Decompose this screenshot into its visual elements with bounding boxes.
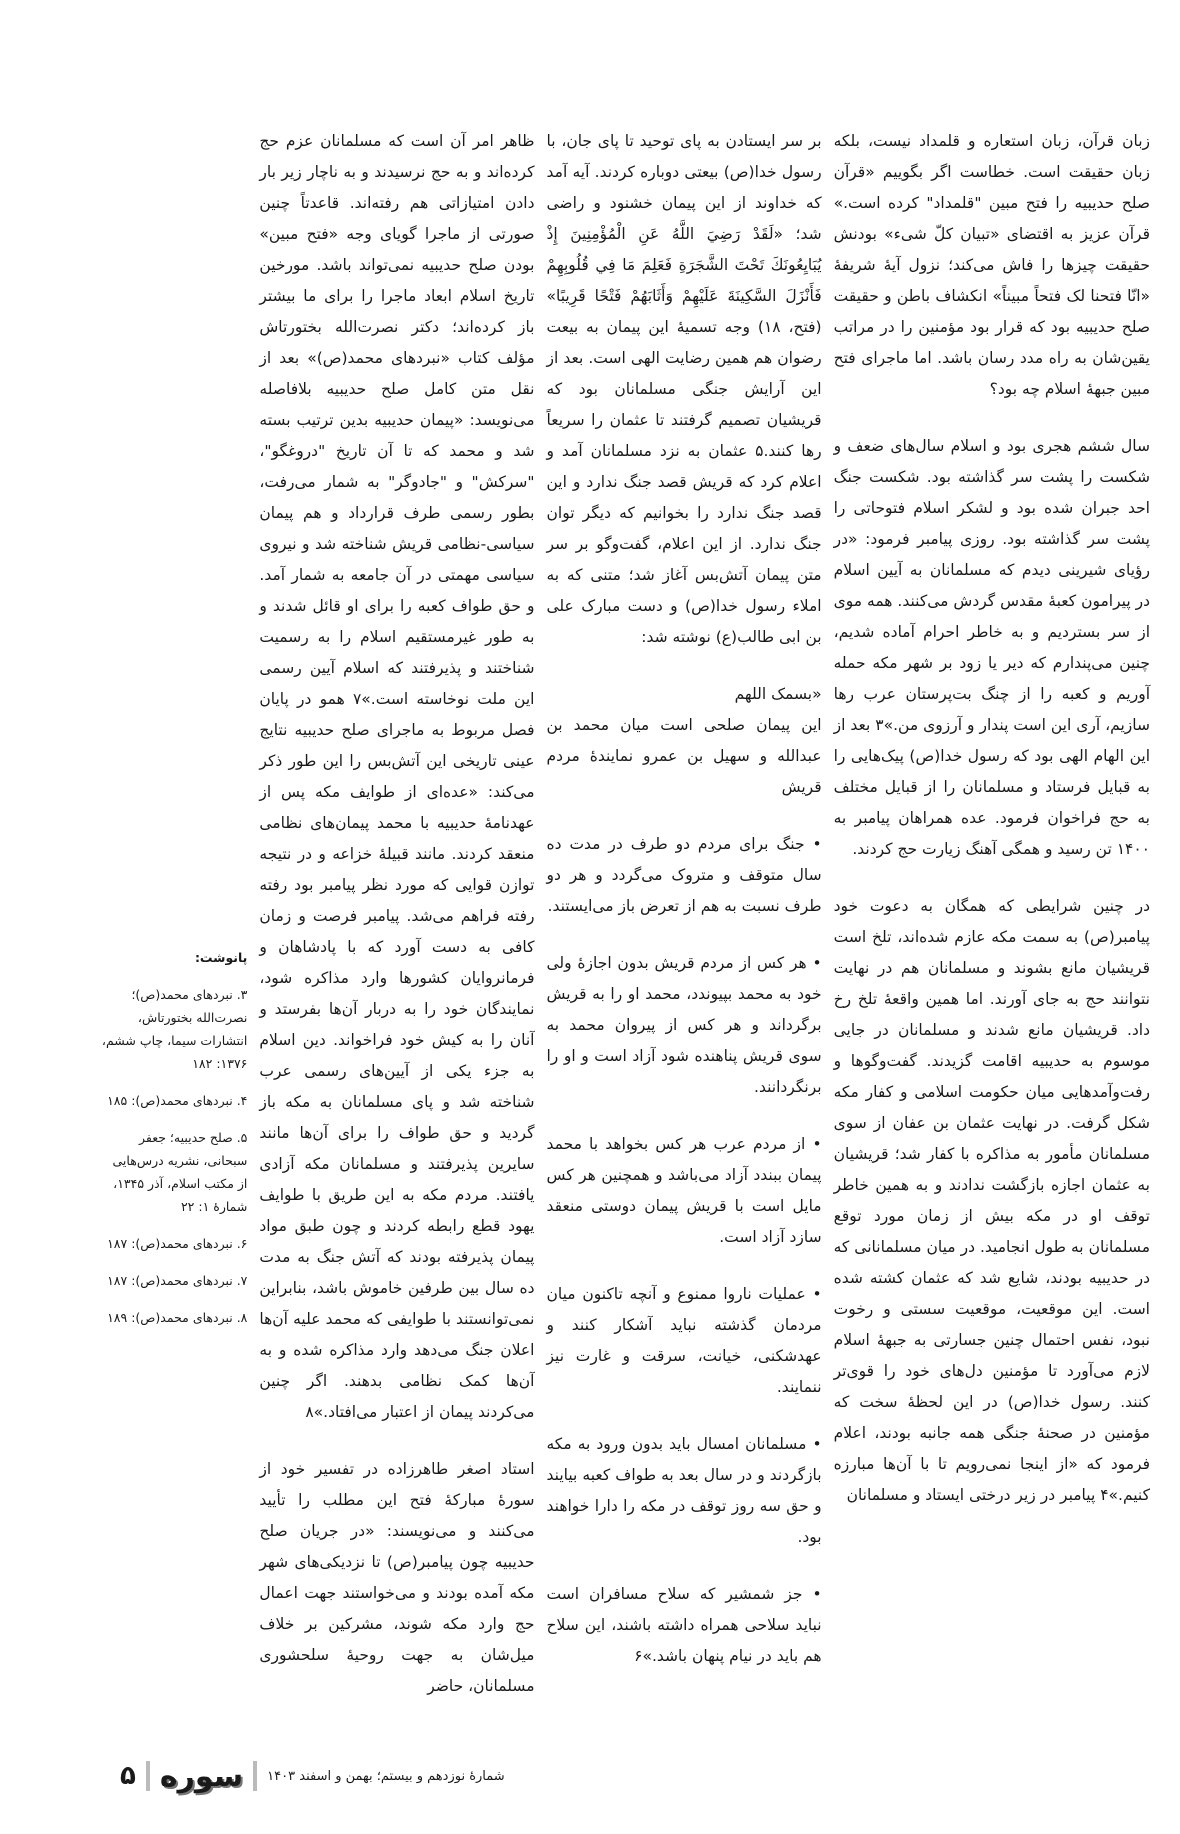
- divider: [253, 1761, 257, 1791]
- treaty-clause: • جنگ برای مردم دو طرف در مدت ده سال متوقف و متروک می‌گردد و هر دو طرف نسبت به هم از تعرض باز می‌ایستند.: [546, 835, 822, 915]
- page-number: ۵: [120, 1761, 136, 1791]
- divider: [146, 1761, 150, 1791]
- paragraph: ظاهر امر آن است که مسلمانان عزم حج کرده‌اند و به حج نرسیدند و به ناچار زیر بار دادن امتیازاتی هم رفته‌اند. قاعدتاً چنین صورتی از ماجرا گویای وجه «فتح مبین» بودن صلح حدیبیه نمی‌تواند باشد. مورخین تاریخ اسلام ابعاد ماجرا را برای ما بیشتر باز کرده‌اند؛ دکتر نصرت‌الله بختورتاش مؤلف کتاب «نبردهای محمد(ص)» بعد از نقل متن کامل صلح حدیبیه بلافاصله می‌نویسد: «پیمان حدیبیه بدین ترتیب بسته شد و محمد که تا آن تاریخ "دروغگو"، "سرکش" و "جادوگر" به شمار می‌رفت، بطور رسمی طرف قرارداد و هم پیمان سیاسی-نظامی قریش شناخته شد و نیروی سیاسی مهمتی در آن جامعه به شمار آمد. و حق طواف کعبه را برای او قائل شدند و به طور غیرمستقیم اسلام را به رسمیت شناختند و پذیرفتند که اسلام آیین رسمی این ملت نوخاسته است.»۷ همو در پایان فصل مربوط به ماجرای صلح حدیبیه نتایج عینی تاریخی این آتش‌بس را این طور ذکر می‌کند: «عده‌ای از طوایف مکه پس از عهدنامهٔ حدیبیه با محمد پیمان‌های نظامی منعقد کردند. مانند قبیلهٔ خزاعه و در نتیجه توازن قوایی که مورد نظر پیامبر بود رفته رفته فراهم می‌شد. پیامبر فرصت و زمان کافی به دست آورد که با پادشاهان و فرمانروایان کشورها وارد مذاکره شود، نمایندگان خود را به دربار آن‌ها بفرستد و آنان را به کیش خود فراخواند. دین اسلام به جزء یکی از آیین‌های رسمی عرب شناخته شد و پای مسلمانان به مکه باز گردید و حق طواف را برای آن‌ها مانند سایرین پذیرفتند و مسلمانان مکه آزادی یافتند. مردم مکه به این طریق با طوایف یهود قطع رابطه کردند و چون طبق مواد پیمان پذیرفته بودند که آتش جنگ به مدت ده سال بین طرفین خاموش باشد، بنابراین نمی‌توانستند با طوایفی که محمد علیه آن‌ها اعلان جنگ می‌دهد وارد مذاکره شده و به آن‌ها کمک نظامی بدهند. اگر چنین می‌کردند پیمان از اعتبار می‌افتاد.»۸: [259, 132, 535, 1421]
- footnote: ۳. نبردهای محمد(ص)؛ نصرت‌الله بختورتاش، انتشارات سیما، چاپ ششم، ۱۳۷۶: ۱۸۲: [101, 987, 248, 1071]
- footnote: ۷. نبردهای محمد(ص): ۱۸۷: [107, 1273, 248, 1288]
- treaty-clause: • هر کس از مردم قریش بدون اجازهٔ ولی خود به محمد بپیوندد، محمد او را به قریش برگرداند و هر کس از پیروان محمد به سوی قریش پناهنده شود آزاد است و او را برنگردانند.: [546, 954, 822, 1096]
- treaty-clause: • جز شمشیر که سلاح مسافران است نباید سلاحی همراه داشته باشند، این سلاح هم باید در نیام پنهان باشد.»۶: [546, 1585, 822, 1665]
- treaty-clause: • از مردم عرب هر کس بخواهد با محمد پیمان ببندد آزاد می‌باشد و همچنین هر کس مایل است با قریش پیمان دوستی منعقد سازد آزاد است.: [546, 1135, 822, 1246]
- treaty-clause: • مسلمانان امسال باید بدون ورود به مکه بازگردند و در سال بعد به طواف کعبه بیایند و حق سه روز توقف در مکه را دارا خواهند بود.: [546, 1435, 822, 1546]
- column-left: [259, 126, 534, 1728]
- footnote: ۶. نبردهای محمد(ص): ۱۸۷: [107, 1236, 248, 1251]
- paragraph: بر سر ایستادن به پای توحید تا پای جان، با رسول خدا(ص) بیعتی دوباره کردند. آیه آمد که خداوند از این پیمان خشنود و راضی شد؛ «لَقَدْ رَضِيَ اللَّهُ عَنِ الْمُؤْمِنِينَ إِذْ يُبَايِعُونَكَ تَحْتَ الشَّجَرَةِ فَعَلِمَ مَا فِي قُلُوبِهِمْ فَأَنْزَلَ السَّكِينَةَ عَلَيْهِمْ وَأَثَابَهُمْ فَتْحًا قَرِيبًا» (فتح، ۱۸) وجه تسمیهٔ این پیمان به بیعت رضوان هم همین رضایت الهی است. بعد از این آرایش جنگی مسلمانان بود که قریشیان تصمیم گرفتند تا عثمان را سریعاً رها کنند.۵ عثمان به نزد مسلمانان آمد و اعلام کرد که قریش قصد جنگ ندارد و این قصد جنگ ندارد را بخوانیم که دیگر توان جنگ ندارد. از این اعلام، گفت‌وگو بر سر متن پیمان آتش‌بس آغاز شد؛ متنی که به املاء رسول خدا(ص) و دست مبارک علی بن ابی طالب(ع) نوشته شد:: [546, 132, 822, 646]
- paragraph: استاد اصغر طاهرزاده در تفسیر خود از سورهٔ مبارکهٔ فتح این مطلب را تأیید می‌کنند و می‌نویسند: «در جریان صلح حدیبیه چون پیامبر(ص) تا نزدیکی‌های شهر مکه آمده بودند و می‌خواستند جهت اعمال حج وارد مکه شوند، مشرکین بر خلاف میل‌شان به جهت روحیهٔ سلحشوری مسلمانان، حاضر: [259, 1460, 535, 1695]
- column-right: [834, 126, 1150, 1537]
- magazine-logo: سوره: [159, 1758, 244, 1794]
- paragraph: سال ششم هجری بود و اسلام سال‌های ضعف و شکست را پشت سر گذاشته بود. شکست جنگ احد جبران شده بود و لشکر اسلام فتوحاتی را پشت سر گذاشته بود. روزی پیامبر فرمود: «در رؤیای شیرینی دیدم که مسلمانان به آیین اسلام در پیرامون کعبهٔ مقدس گردش می‌کنند. همه موی از سر بستردیم و به خاطر احرام آماده شدیم، چنین می‌پندارم که دیر یا زود بر شهر مکه حمله آوریم و کعبه را از چنگ بت‌پرستان عرب رها سازیم، آری این است پندار و آرزوی من.»۳ بعد از این الهام الهی بود که رسول خدا(ص) پیک‌هایی را به قبایل فرستاد و مسلمانان را از قبایل مختلف به حج فراخوان فرمود. عده همراهان پیامبر به ۱۴۰۰ تن رسید و همگی آهنگ زیارت حج کردند.: [833, 437, 1150, 858]
- footnote: ۸. نبردهای محمد(ص): ۱۸۹: [107, 1310, 248, 1325]
- treaty-heading: «بسمک اللهم: [734, 685, 822, 703]
- footnotes-heading: پانوشت:: [194, 950, 248, 965]
- footnote: ۵. صلح حدیبیه؛ جعفر سبحانی، نشریه درس‌هایی از مکتب اسلام، آذر ۱۳۴۵، شمارهٔ ۱: ۲۲: [112, 1130, 248, 1214]
- treaty-clause: • عملیات ناروا ممنوع و آنچه تاکنون میان مردمان گذشته نباید آشکار کنند و عهدشکنی، خیانت، سرقت و غارت نیز ننمایند.: [546, 1285, 822, 1396]
- page-footer: [120, 1758, 1180, 1794]
- column-middle: [547, 126, 822, 1698]
- paragraph: زبان قرآن، زبان استعاره و قلمداد نیست، بلکه زبان حقیقت است. خطاست اگر بگوییم «قرآن صلح حدیبیه را فتح مبین "قلمداد" کرده است.» قرآن عزیز به اقتضای «تبیان کلّ شیء» بودنش حقیقت چیزها را فاش می‌کند؛ نزول آیهٔ شریفهٔ «انّا فتحنا لک فتحاً مبیناً» انکشاف باطن و حقیقت صلح حدیبیه بود که قرار بود مؤمنین را در مراتب یقین‌شان به راه مدد رسان باشد. اما ماجرای فتح مبین جبههٔ اسلام چه بود؟: [833, 132, 1150, 398]
- footnote: ۴. نبردهای محمد(ص): ۱۸۵: [107, 1093, 248, 1108]
- paragraph: این پیمان صلحی است میان محمد بن عبدالله و سهیل بن عمرو نمایندهٔ مردم قریش: [546, 716, 822, 796]
- paragraph: در چنین شرایطی که همگان به دعوت خود پیامبر(ص) به سمت مکه عازم شده‌اند، تلخ است قریشیان مانع بشوند و مسلمانان هم در نهایت نتوانند حج به جای آورند. اما همین واقعهٔ تلخ رخ داد. قریشیان مانع شدند و مسلمانان در جایی موسوم به حدیبیه اقامت گزیدند. گفت‌وگوها و رفت‌وآمدهایی میان حکومت اسلامی و کفار مکه شکل گرفت. در نهایت عثمان بن عفان از سوی مسلمانان مأمور به مذاکره با کفار شد؛ قریشیان به عثمان اجازه بازگشت ندادند و به همین خاطر توقف او در مکه بیش از زمان مورد توقع مسلمانان به طول انجامید. در میان مسلمانانی که در حدیبیه بودند، شایع شد که عثمان کشته شده است. این موقعیت، موقعیت سستی و رخوت نبود، نفس احتمال چنین جسارتی به جبههٔ اسلام لازم می‌آورد تا مؤمنین دل‌های خود را قوی‌تر کنند. رسول خدا(ص) در این لحظهٔ سخت که مؤمنین در صحنهٔ جنگی همه جانبه بودند، اعلام فرمود که «از اینجا نمی‌رویم تا با آن‌ها مبارزه کنیم.»۴ پیامبر در زیر درختی ایستاد و مسلمانان: [833, 897, 1150, 1504]
- footnotes-column: [100, 946, 247, 1343]
- issue-info: شمارهٔ نوزدهم و بیستم؛ بهمن و اسفند ۱۴۰۳: [267, 1768, 505, 1784]
